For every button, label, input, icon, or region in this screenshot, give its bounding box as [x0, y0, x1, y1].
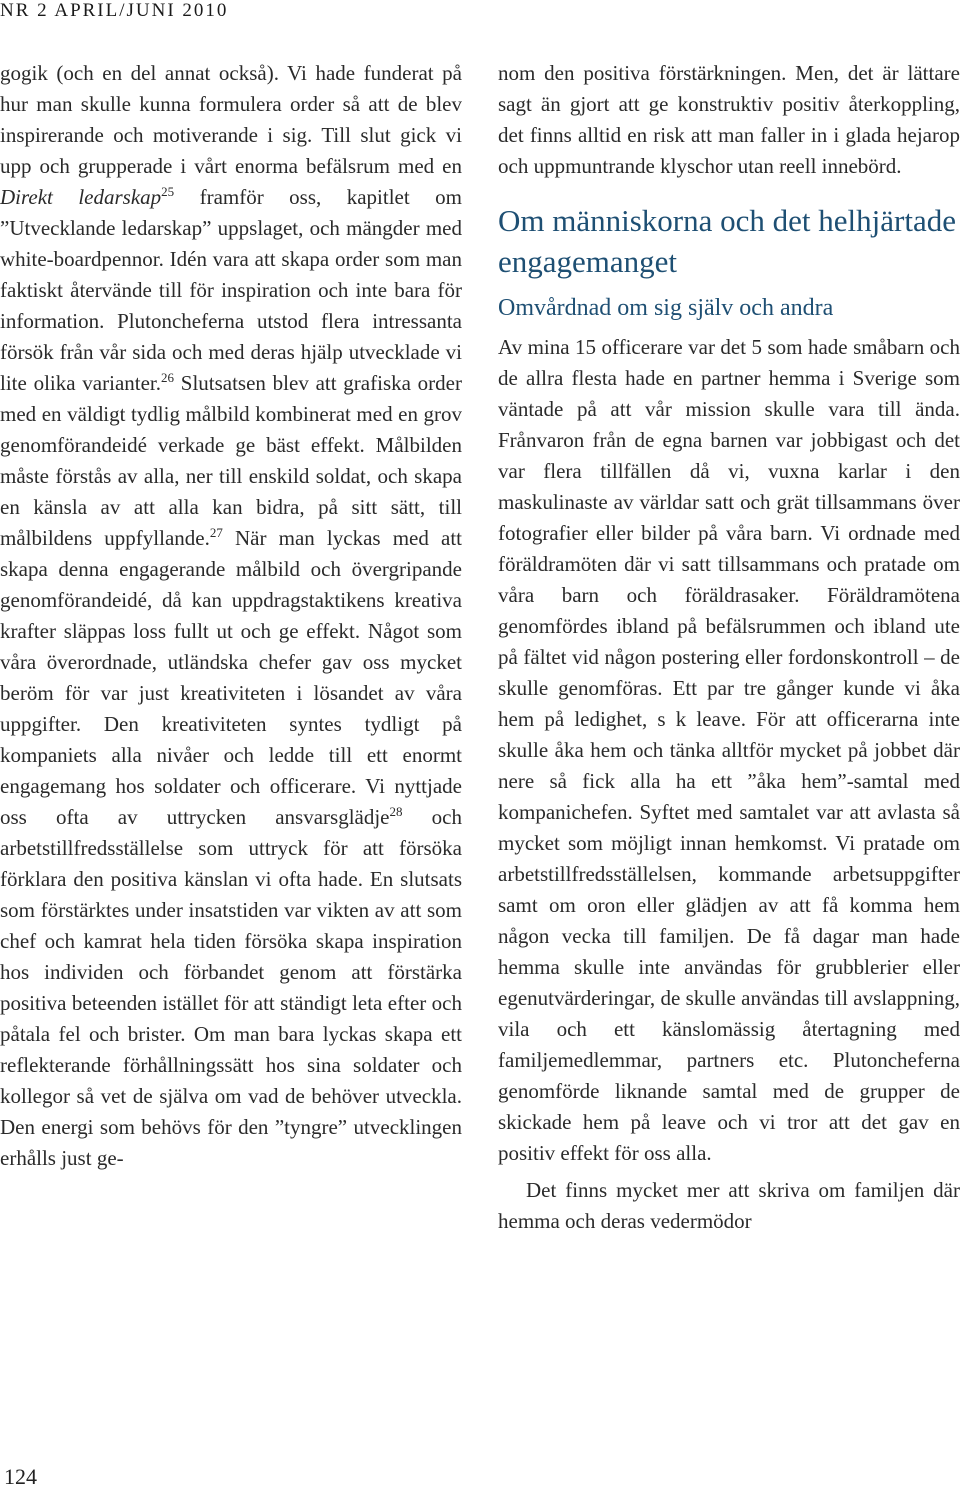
body-paragraph: Av mina 15 officerare var det 5 som hade småbarn och de allra flesta hade en partner hemma i Sverige som väntade på att vår mission skulle vara till ända. Frånvaron från de egna barnen var jobbigast och det var flera tillfällen då vi, vuxna karlar i den maskulinaste av världar satt och grät tillsammans över fotografier eller bilder på våra barn. Vi ordnade med föräldramöten där vi satt tillsammans och pratade om våra barn och föräldrasaker. Föräldramötena genomfördes ibland på befälsrummen och ibland ute på fältet vid någon postering eller fordonskontroll – de skulle genomföras. Ett par tre gånger kunde vi åka hem på ledighet, s k leave. För att officerarna inte skulle åka hem och tänka alltför mycket på jobbet där nere så fick alla ha ett ”åka hem”-samtal med kompanichefen. Syftet med samtalet var att avlasta så mycket som möjligt innan hemkomst. Vi pratade om arbetstillfredsställelsen, kommande arbetsuppgifter samt om oron eller glädjen av att få komma hem någon vecka till familjen. De få dagar man hade hemma skulle inte användas för grubblerier eller egenutvärderingar, de skulle användas till avslappning, vila och ett känslomässig återtagning med familjemedlemmar, partners etc. Plutoncheferna genomförde liknande samtal med de grupper de skickade hem på leave och vi tror att det gav en positiv effekt för oss alla.: [498, 335, 960, 1165]
running-head: NR 2 APRIL/JUNI 2010: [0, 0, 229, 21]
footnote-ref-28: 28: [389, 804, 403, 819]
body-paragraph: Det finns mycket mer att skriva om familjen där hemma och deras vedermödor: [498, 1178, 960, 1233]
right-column: [498, 58, 960, 1237]
footnote-ref-26: 26: [161, 370, 175, 385]
body-text: Slutsatsen blev att grafiska order med en väldigt tydlig målbild kombinerat med en grov genomförandeidé verkade ge bäst effekt. Målbilden måste förstås av alla, ner till enskild soldat, och skapa en känsla av att alla kan bidra, på sitt sätt, till målbildens uppfyllande.: [0, 371, 462, 550]
body-text: gogik (och en del annat också). Vi hade funderat på hur man skulle kunna formulera order så att de blev inspirerande och motiverande i sig. Till slut gick vi upp och grupperade i vårt enorma befälsrum med en: [0, 61, 462, 178]
footnote-ref-27: 27: [209, 525, 223, 540]
left-column: [0, 58, 462, 1174]
body-text: framför oss, kapitlet om ”Utvecklande ledarskap” uppslaget, och mängder med white-boardpennor. Idén vara att skapa order som man faktiskt återvände till för inspiration och inte bara för information. Plutoncheferna utstod flera intressanta försök från vår sida och med deras hjälp utvecklade vi lite olika varianter.: [0, 185, 462, 395]
body-text: och arbetstillfredsställelse som uttryck för att försöka förklara den positiva känslan vi ofta hade. En slutsats som förstärktes under insatstiden var vikten av att som chef och kamrat hela tiden försöka skapa inspiration hos individen och förbandet genom att förstärka positiva beteenden istället för att ständigt leta efter och påtala fel och brister. Om man bara lyckas skapa ett reflekterande förhållningssätt hos sina soldater och kollegor så vet de själva om vad de behöver utveckla. Den energi som behövs för den ”tyngre” utvecklingen erhålls just ge-: [0, 805, 462, 1170]
body-text: När man lyckas med att skapa denna engagerande målbild och övergripande genomförandeidé, då kan uppdragstaktikens kreativa krafter släppas loss fullt ut och ge effekt. Något som våra överordnade, utländska chefer gav oss mycket beröm för var just kreativiteten i lösandet av våra uppgifter. Den kreativiteten syntes tydligt på kompaniets alla nivåer och ledde till ett enormt engagemang hos soldater och officerare. Vi nyttjade oss ofta av uttrycken ansvarsglädje: [0, 526, 462, 829]
section-heading: Om människorna och det helhjärtade engagemanget: [498, 203, 956, 279]
body-paragraph: nom den positiva förstärkningen. Men, det är lättare sagt än gjort att ge konstruktiv positiv återkoppling, det finns alltid en risk att man faller in i glada hejarop och uppmuntrande klyschor utan reell innebörd.: [498, 61, 960, 178]
section-subheading: Omvårdnad om sig själv och andra: [498, 295, 834, 321]
body-paragraph: [0, 58, 462, 1174]
page-number: 124: [4, 1464, 37, 1489]
book-title: Direkt ledarskap: [0, 185, 162, 209]
footnote-ref-25: 25: [161, 184, 175, 199]
